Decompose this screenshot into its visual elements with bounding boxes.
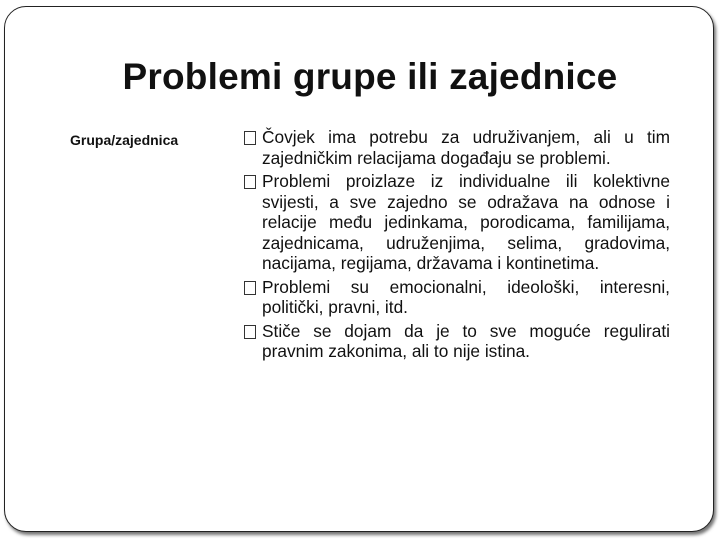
bullet-list [244, 127, 670, 365]
bullet-item [244, 321, 670, 362]
bullet-item [244, 127, 670, 168]
bullet-text: Problemi proizlaze iz individualne ili kolektivne svijesti, a sve zajedno se odražava na odnose i relacije među jedinkama, porodicama, familijama, zajednicama, udruženjima, selima, gradovima, nacijama, regijama, državama i kontinetima. [262, 171, 670, 273]
bullet-box-icon [244, 281, 256, 295]
bullet-text: Čovjek ima potrebu za udruživanjem, ali u tim zajedničkim relacijama događaju se problemi. [262, 127, 670, 168]
bullet-box-icon [244, 131, 256, 145]
side-label: Grupa/zajednica [70, 132, 179, 148]
slide-title: Problemi grupe ili zajednice [122, 56, 618, 97]
bullet-box-icon [244, 325, 256, 339]
bullet-text: Problemi su emocionalni, ideološki, interesni, politički, pravni, itd. [262, 276, 670, 317]
bullet-text: Stiče se dojam da je to sve moguće regulirati pravnim zakonima, ali to nije istina. [262, 320, 670, 361]
bullet-item [244, 171, 670, 274]
bullet-item [244, 277, 670, 318]
bullet-box-icon [244, 175, 256, 189]
